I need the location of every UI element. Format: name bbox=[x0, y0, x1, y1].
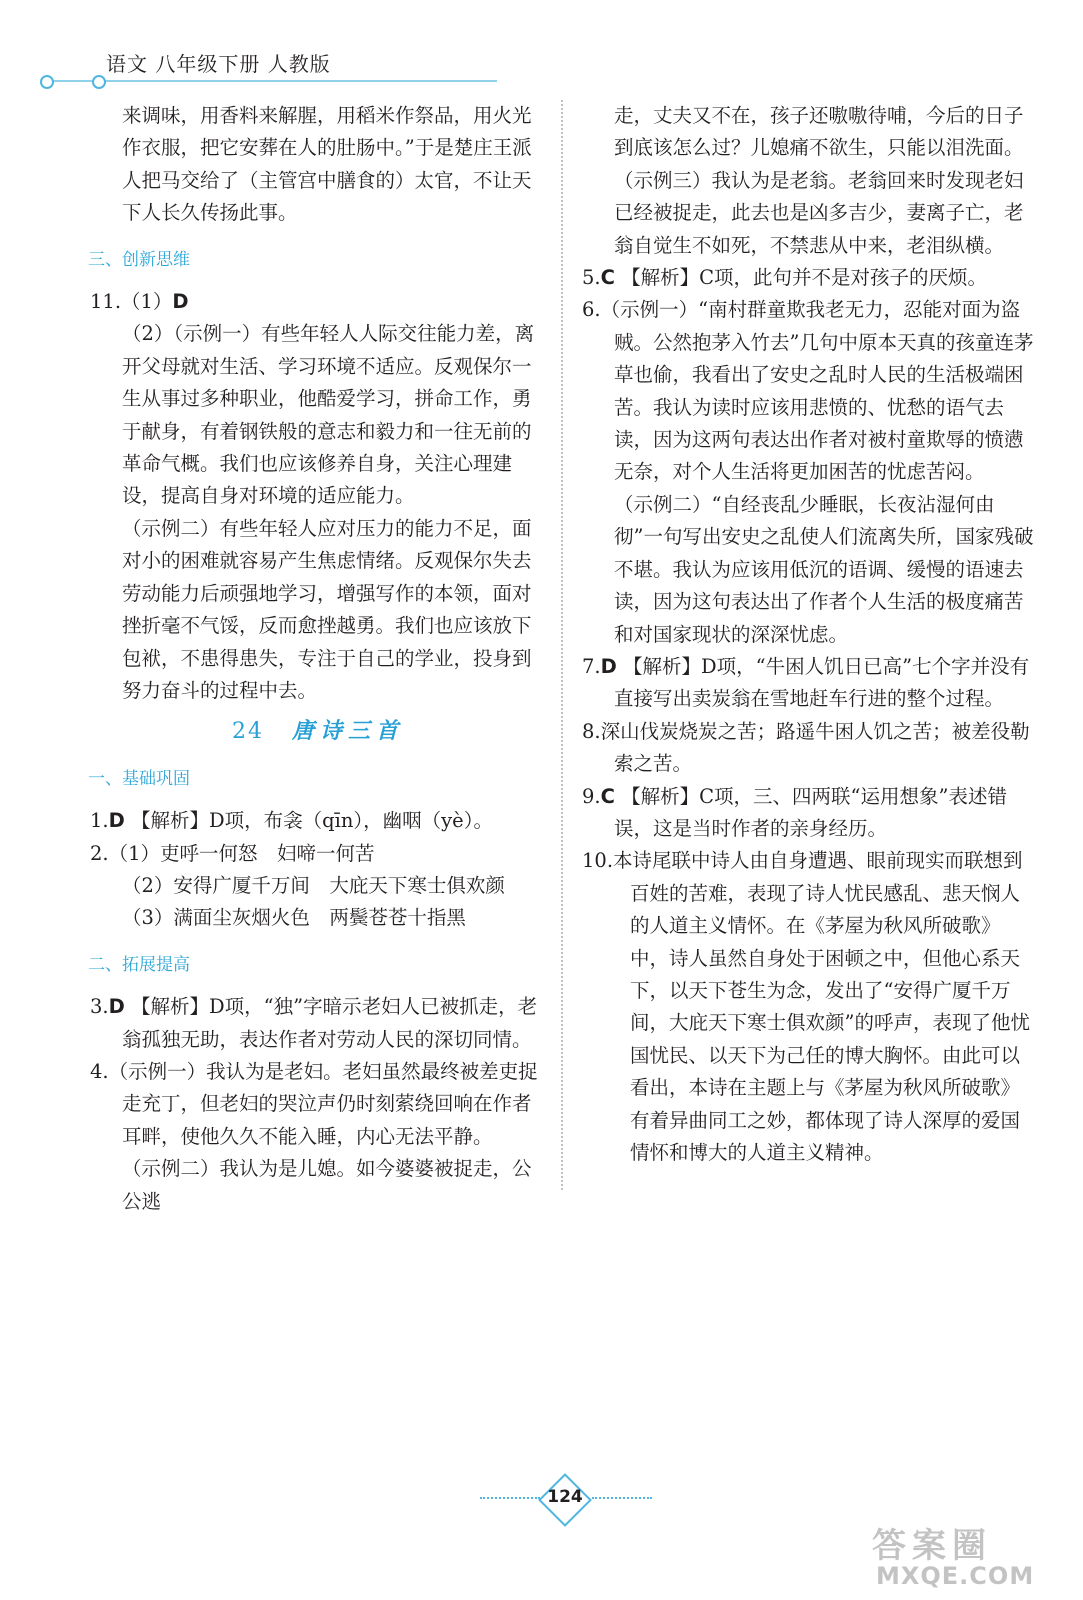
explanation: 【解析】D项，布衾（qīn），幽咽（yè）。 bbox=[131, 809, 493, 833]
question-10: 10.本诗尾联中诗人由自身遭遇、眼前现实而联想到百姓的苦难，表现了诗人忧民感乱、悲天悯人的人道主义情怀。在《茅屋为秋风所破歌》中，诗人虽然自身处于困顿之中，但他心系天下，以天下苍生为念，发出了“安得广厦千万间，大庇天下寒士俱欢颜”的呼声，表现了他忧国忧民、以天下为己任的博大胸怀。由此可以看出，本诗在主题上与《茅屋为秋风所破歌》有着异曲同工之妙，都体现了诗人深厚的爱国情怀和博大的人道主义精神。 bbox=[582, 849, 1030, 1164]
page-footer bbox=[480, 1475, 655, 1525]
question-2-line-3: （3）满面尘灰烟火色 两鬓苍苍十指黑 bbox=[122, 906, 466, 930]
explanation: 【解析】C项，此句并不是对孩子的厌烦。 bbox=[621, 266, 988, 290]
footer-dots bbox=[592, 1497, 652, 1499]
page-number-badge bbox=[542, 1479, 588, 1521]
answer-letter: C bbox=[600, 266, 615, 290]
question-5 bbox=[582, 262, 1038, 294]
question-number: 11.（1） bbox=[90, 290, 173, 314]
question-2-line-2: （2）安得广厦千万间 大庇天下寒士俱欢颜 bbox=[122, 873, 505, 897]
column-divider bbox=[561, 100, 563, 1190]
continued-paragraph: 来调味，用香料来解腥，用稻米作祭品，用火光作衣服，把它安葬在人的肚肠中。”于是楚庄王派人把马交给了（主管宫中膳食的）太官，不让天下人长久传扬此事。 bbox=[122, 104, 532, 225]
answer-letter: D bbox=[172, 290, 189, 314]
lesson-title: 唐诗三首 bbox=[291, 718, 404, 745]
question-4-example-2: （示例二）我认为是儿媳。如今婆婆被捉走，公公逃 bbox=[122, 1157, 532, 1213]
answer-letter: D bbox=[108, 809, 125, 833]
answer-letter: C bbox=[600, 784, 615, 808]
question-number: 5. bbox=[582, 266, 601, 290]
page-number: 124 bbox=[547, 1487, 583, 1507]
question-11-example-2: （示例二）有些年轻人应对压力的能力不足，面对小的困难就容易产生焦虑情绪。反观保尔失去劳动能力后顽强地学习，增强写作的本领，面对挫折毫不气馁，反而愈挫越勇。我们也应该放下包袱，不患得患失，专注于自己的学业，投身到努力奋斗的过程中去。 bbox=[122, 516, 532, 702]
book-title: 语文 八年级下册 人教版 bbox=[106, 52, 331, 76]
question-number: 3. bbox=[90, 995, 109, 1019]
question-9 bbox=[582, 781, 1038, 846]
question-2-line-1: 2.（1）吏呼一何怒 妇啼一何苦 bbox=[90, 841, 375, 865]
question-4-continued: 走，丈夫又不在，孩子还嗷嗷待哺，今后的日子到底该怎么过？儿媳痛不欲生，只能以泪洗面。 bbox=[614, 104, 1024, 160]
question-7 bbox=[582, 651, 1038, 716]
header-circle-icon bbox=[92, 75, 106, 89]
question-number: 9. bbox=[582, 784, 601, 808]
right-column bbox=[582, 100, 1038, 1169]
question-4-example-3: （示例三）我认为是老翁。老翁回来时发现老妇已经被捉走，此去也是凶多吉少，妻离子亡，老翁自觉生不如死，不禁悲从中来，老泪纵横。 bbox=[614, 168, 1024, 257]
footer-dots bbox=[480, 1497, 540, 1499]
question-number: 7. bbox=[582, 654, 601, 678]
lesson-number: 24 bbox=[231, 719, 264, 745]
question-6-example-2: （示例二）“自经丧乱少睡眠，长夜沾湿何由彻”一句写出安史之乱使人们流离失所，国家残破不堪。我认为应该用低沉的语调、缓慢的语速去读，因为这句表达出了作者个人生活的极度痛苦和对国家现状的深深忧虑。 bbox=[614, 492, 1034, 646]
answer-letter: D bbox=[600, 654, 617, 678]
section-heading-innovation: 三、创新思维 bbox=[88, 249, 190, 270]
answer-letter: D bbox=[108, 995, 125, 1019]
explanation: 【解析】D项，“独”字暗示老妇人已被抓走，老翁孤独无助，表达作者对劳动人民的深切同情。 bbox=[122, 995, 538, 1051]
header-rule bbox=[52, 80, 497, 82]
explanation: 【解析】D项，“牛困人饥日已高”七个字并没有直接写出卖炭翁在雪地赶车行进的整个过程。 bbox=[614, 654, 1030, 711]
question-1 bbox=[90, 805, 546, 837]
header-circle-icon bbox=[40, 75, 54, 89]
section-heading-extension: 二、拓展提高 bbox=[88, 954, 190, 975]
question-11 bbox=[90, 286, 546, 318]
watermark-url: MXQE.COM bbox=[876, 1562, 1035, 1590]
section-heading-basics: 一、基础巩固 bbox=[88, 768, 190, 789]
watermark-text: 答案圈 bbox=[872, 1526, 992, 1566]
question-3 bbox=[90, 991, 546, 1056]
explanation: 【解析】C项，三、四两联“运用想象”表述错误，这是当时作者的亲身经历。 bbox=[614, 784, 1007, 840]
page-header bbox=[40, 40, 500, 90]
question-number: 1. bbox=[90, 809, 109, 833]
lesson-heading bbox=[90, 715, 546, 748]
left-column bbox=[90, 100, 546, 1218]
watermark-logo bbox=[872, 1518, 1072, 1598]
question-4: 4.（示例一）我认为是老妇。老妇虽然最终被差吏捉走充丁，但老妇的哭泣声仍时刻萦绕回响在作者耳畔，使他久久不能入睡，内心无法平静。 bbox=[90, 1059, 538, 1148]
question-11-part-2: （2）（示例一）有些年轻人人际交往能力差，离开父母就对生活、学习环境不适应。反观保尔一生从事过多种职业，他酷爱学习，拼命工作，勇于献身，有着钢铁般的意志和毅力和一往无前的革命气概。我们也应该修养自身，关注心理建设，提高自身对环境的适应能力。 bbox=[122, 322, 535, 508]
question-6: 6.（示例一）“南村群童欺我老无力，忍能对面为盗贼。公然抱茅入竹去”几句中原本天真的孩童连茅草也偷，我看出了安史之乱时人民的生活极端困苦。我认为读时应该用悲愤的、忧愁的语气去读，因为这两句表达出作者对被村童欺辱的愤懑无奈，对个人生活将更加困苦的忧虑苦闷。 bbox=[582, 298, 1034, 484]
question-8: 8.深山伐炭烧炭之苦；路遥牛困人饥之苦；被差役勒索之苦。 bbox=[582, 719, 1030, 776]
